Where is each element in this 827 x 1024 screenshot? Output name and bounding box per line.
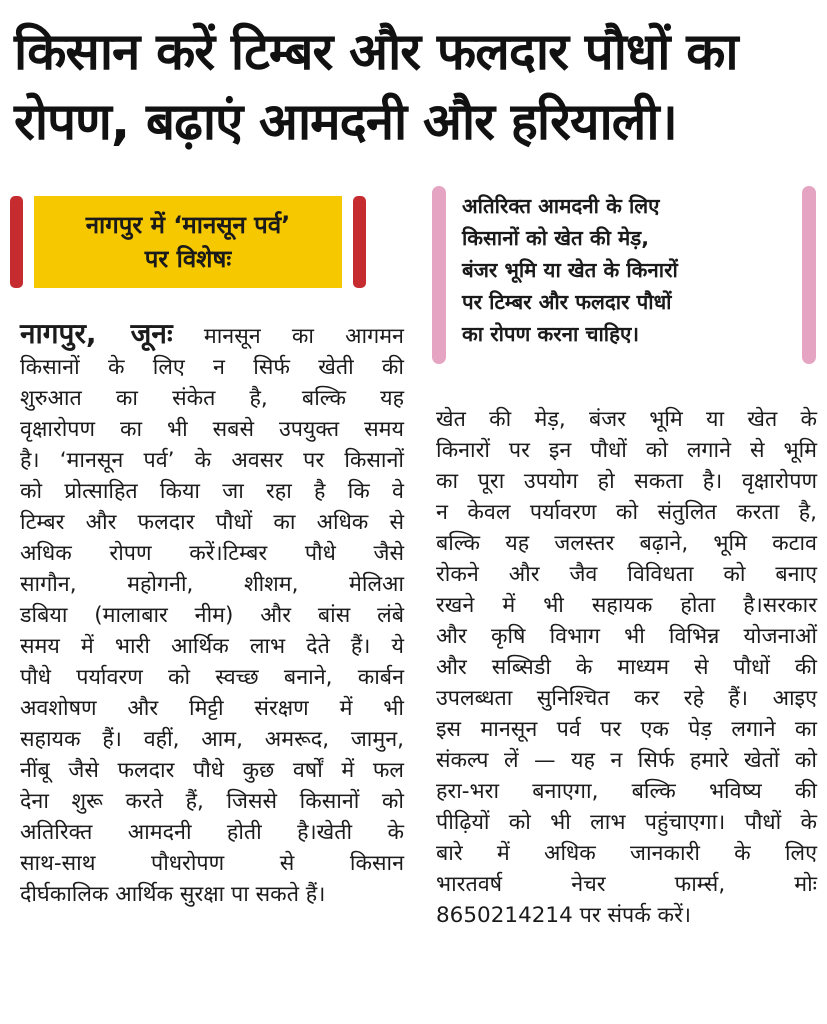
- article-line: शुरुआत का संकेत है, बल्कि यह: [20, 386, 404, 411]
- highlight-line: बंजर भूमि या खेत के किनारों: [462, 258, 678, 282]
- headline: [14, 18, 814, 158]
- highlight-line: किसानों को खेत की मेड़,: [462, 226, 650, 250]
- article-line: पौधे पर्यावरण को स्वच्छ बनाने, कार्बन: [20, 665, 404, 690]
- article-line: पीढ़ियों को भी लाभ पहुंचाएगा। पौधों के: [436, 810, 817, 835]
- article-line: किसानों के लिए न सिर्फ खेती की: [20, 355, 404, 380]
- article-line: खेत की मेड़, बंजर भूमि या खेत के: [436, 407, 817, 432]
- article-lead: मानसून का आगमन: [172, 324, 404, 349]
- article-line: भारतवर्ष नेचर फार्म्स, मोः: [436, 872, 817, 897]
- article-line: संकल्प लें — यह न सिर्फ हमारे खेतों को: [436, 748, 817, 773]
- banner-left-bar: [10, 196, 23, 288]
- highlight-quote: [462, 190, 792, 350]
- article-line: बारे में अधिक जानकारी के लिए: [436, 841, 817, 866]
- article-line: न केवल पर्यावरण को संतुलित करता है,: [436, 500, 817, 525]
- banner-line-2: पर विशेषः: [144, 245, 232, 273]
- article-line: हरा-भरा बनाएगा, बल्कि भविष्य की: [436, 779, 817, 804]
- article-line: देना शुरू करते हैं, जिससे किसानों को: [20, 789, 404, 814]
- article-column-right: [436, 404, 817, 931]
- banner-line-1: नागपुर में ‘मानसून पर्व’: [85, 211, 291, 239]
- article-line: सागौन, महोगनी, शीशम, मेलिआ: [20, 572, 404, 597]
- article-line: अवशोषण और मिट्टी संरक्षण में भी: [20, 696, 404, 721]
- article-line: और कृषि विभाग भी विभिन्न योजनाओं: [436, 624, 817, 649]
- article-line: रखने में भी सहायक होता है।सरकार: [436, 593, 817, 618]
- highlight-right-bar: [802, 186, 816, 364]
- article-line: है। ‘मानसून पर्व’ के अवसर पर किसानों: [20, 448, 404, 473]
- headline-line-2: रोपण, बढ़ाएं आमदनी और हरियाली।: [14, 93, 677, 152]
- article-line: और सब्सिडी के माध्यम से पौधों की: [436, 655, 817, 680]
- article-first-line: [20, 318, 404, 352]
- article-line: सहायक हैं। वहीं, आम, अमरूद, जामुन,: [20, 727, 404, 752]
- article-line: अतिरिक्त आमदनी होती है।खेती के: [20, 820, 404, 845]
- article-line: उपलब्धता सुनिश्चित कर रहे हैं। आइए: [436, 686, 817, 711]
- article-line: इस मानसून पर्व पर एक पेड़ लगाने का: [436, 717, 817, 742]
- highlight-line: अतिरिक्त आमदनी के लिए: [462, 194, 660, 218]
- article-line: बल्कि यह जलस्तर बढ़ाने, भूमि कटाव: [436, 531, 817, 556]
- article-line: रोकने और जैव विविधता को बनाए: [436, 562, 817, 587]
- highlight-line: का रोपण करना चाहिए।: [462, 322, 640, 346]
- banner-right-bar: [353, 196, 366, 288]
- article-line: अधिक रोपण करें।टिम्बर पौधे जैसे: [20, 541, 404, 566]
- highlight-left-bar: [432, 186, 446, 364]
- article-line: साथ-साथ पौधरोपण से किसान: [20, 851, 404, 876]
- article-line: दीर्घकालिक आर्थिक सुरक्षा पा सकते हैं।: [20, 882, 326, 907]
- section-banner: [10, 196, 366, 288]
- article-column-left: [20, 318, 404, 910]
- article-line: को प्रोत्साहित किया जा रहा है कि वे: [20, 479, 404, 504]
- headline-line-1: किसान करें टिम्बर और फलदार पौधों का: [14, 23, 738, 82]
- article-line: का पूरा उपयोग हो सकता है। वृक्षारोपण: [436, 469, 817, 494]
- article-line: नींबू जैसे फलदार पौधे कुछ वर्षों में फल: [20, 758, 404, 783]
- article-line: समय में भारी आर्थिक लाभ देते हैं। ये: [20, 634, 404, 659]
- article-line: 8650214214 पर संपर्क करें।: [436, 903, 692, 928]
- article-line: टिम्बर और फलदार पौधों का अधिक से: [20, 510, 404, 535]
- dateline: नागपुर, जूनः: [20, 317, 173, 350]
- article-line: वृक्षारोपण का भी सबसे उपयुक्त समय: [20, 417, 404, 442]
- highlight-line: पर टिम्बर और फलदार पौधों: [462, 290, 672, 314]
- article-line: डबिया (मालाबार नीम) और बांस लंबे: [20, 603, 404, 628]
- banner-box: [34, 196, 342, 288]
- article-line: किनारों पर इन पौधों को लगाने से भूमि: [436, 438, 817, 463]
